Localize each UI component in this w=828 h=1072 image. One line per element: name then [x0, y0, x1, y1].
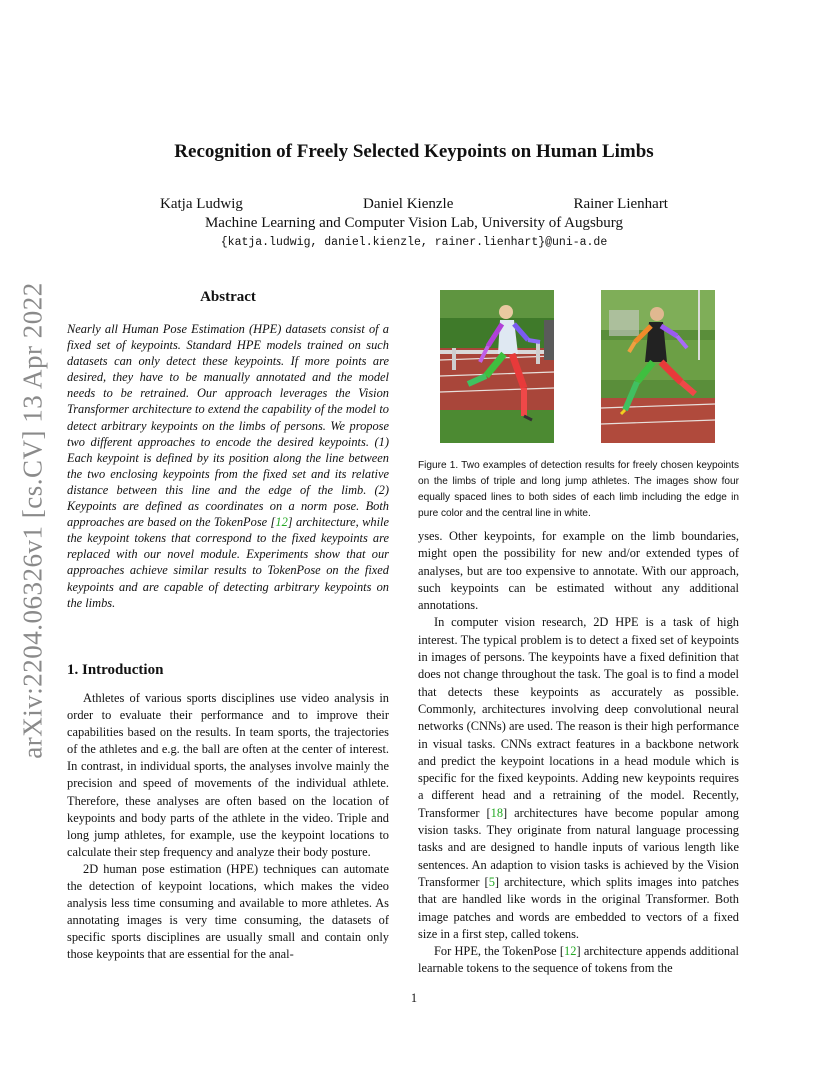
- section-heading-introduction: 1. Introduction: [67, 662, 164, 678]
- figure-image-long-jump: [601, 290, 715, 443]
- citation-link[interactable]: 12: [564, 944, 577, 959]
- abstract-body: Nearly all Human Pose Estimation (HPE) datasets consist of a fixed set of keypoints. Standard HPE models trained on such datasets can only detect these keypoints. If more points are desired, they have to be manually annotated and the model needs to be retrained. Our approach leverages the Vision Transformer architecture to extend the capability of the model to detect arbitrary keypoints on the limbs of persons. We propose two different approaches to encode the desired keypoints. (1) Each keypoint is defined by its position along the line between the two enclosing keypoints from the fixed set and its relative distance between this line and the edge of the limb. (2) Keypoints are defined as coordinates on a norm pose. Both approaches are based on the TokenPose [12] architecture, while the keypoint tokens that correspond to the fixed keypoints are replaced with our novel module. Experiments show that our approaches achieve similar results to TokenPose on the fixed keypoints and are capable of detecting arbitrary keypoints on the limbs.: [67, 322, 389, 610]
- affiliation: Machine Learning and Computer Vision Lab, University of Augsburg: [204, 215, 624, 231]
- author-name: Katja Ludwig: [160, 196, 243, 212]
- arxiv-identifier: arXiv:2204.06326v1 [cs.CV] 13 Apr 2022: [17, 281, 48, 759]
- paragraph: Athletes of various sports disciplines use video analysis in order to evaluate their performance and to improve their capabilities based on the results. In team sports, the trajectories of the athletes and e.g. the ball are often at the center of interest. In contrast, in individual sports, the analyses involve mainly the precision and speed of movements of the individual athlete. Therefore, these analyses are often based on the location of keypoints and body parts of the athlete in the video. Triple and long jump athletes, for example, use the keypoint locations to calculate their step frequency and analyze their body posture.: [67, 691, 389, 859]
- paragraph: yses. Other keypoints, for example on the limb boundaries, might open the possibility for new and/or extended types of analyses, but are too expensive to annotate. With our approach, such keypoints can be estimated without any additional annotations.: [418, 529, 739, 613]
- page-number: 1: [410, 991, 418, 1005]
- introduction-body: [67, 690, 389, 964]
- author-name: Rainer Lienhart: [573, 196, 668, 212]
- paper-title: Recognition of Freely Selected Keypoints on Human Limbs: [174, 141, 654, 162]
- citation-link[interactable]: 18: [490, 805, 504, 820]
- author-name: Daniel Kienzle: [362, 196, 454, 212]
- paragraph: For HPE, the TokenPose [12] architecture appends additional learnable tokens to the sequence of tokens from the: [418, 944, 739, 976]
- citation-link[interactable]: 12: [275, 515, 288, 530]
- citation-link[interactable]: 5: [488, 874, 495, 889]
- author-list: [160, 196, 668, 213]
- figure-caption: Figure 1. Two examples of detection results for freely chosen keypoints on the limbs of triple and long jump athletes. The images show four equally spaced lines to both sides of each limb including the edge in pure color and the central line in white.: [418, 460, 739, 519]
- arxiv-sidebar: [10, 275, 56, 765]
- right-column-body: [418, 528, 739, 978]
- author-emails: {katja.ludwig, daniel.kienzle, rainer.lienhart}@uni-a.de: [220, 236, 608, 249]
- abstract-heading: Abstract: [200, 289, 256, 305]
- paragraph: 2D human pose estimation (HPE) techniques can automate the detection of keypoint locations, which makes the video analysis less time consuming and available to more athletes. As annotating images is very time consuming, the datasets of specific sports disciplines are usually small and contain only those keypoints that are essential for the anal-: [67, 861, 389, 962]
- paragraph: In computer vision research, 2D HPE is a task of high interest. The typical problem is to detect a fixed set of keypoints in images of persons. The keypoints have a fixed definition that does not change throughout the task. The goal is to find a model that detects these keypoints as accurately as possible. Commonly, architectures involving deep convolutional neural networks (CNNs) are used. The reason is their high performance in visual tasks. CNNs extract features in a backbone network and predict the keypoint locations in a head module which is specific for the fixed keypoints. Adding new keypoints requires a different head and a retraining of the model. Recently, Transformer [18] architectures have become popular among vision tasks. They originate from natural language processing tasks and are designed to handle inputs of various length like sentences. An adaption to vision tasks is achieved by the Vision Transformer [5] architecture, which splits images into patches that are handled like words in the original Transformer. Both image patches and words are embedded to vectors of a fixed size in a first step, called tokens.: [418, 615, 739, 941]
- figure-image-triple-jump: [440, 290, 554, 443]
